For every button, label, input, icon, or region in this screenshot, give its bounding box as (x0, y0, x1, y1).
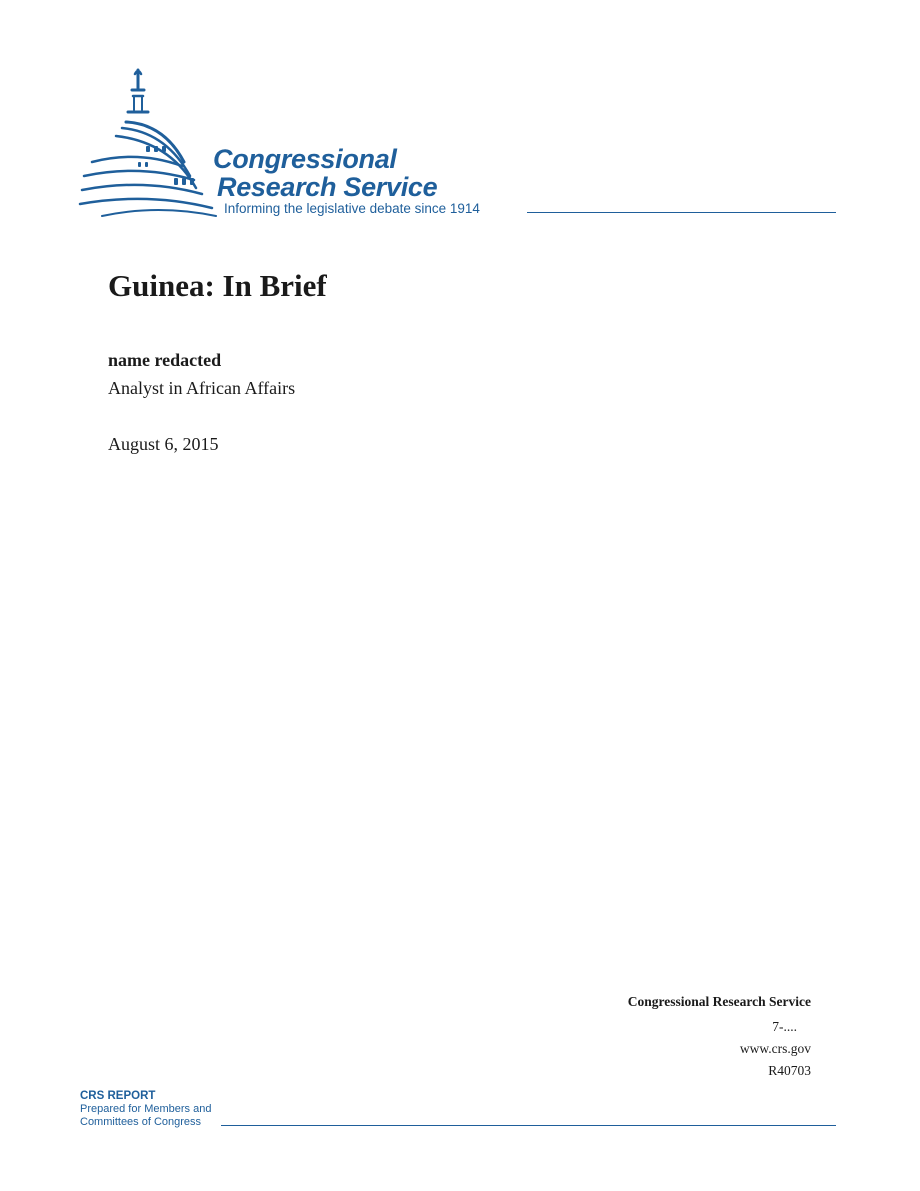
publisher-phone: 7-.... (772, 1019, 797, 1034)
crs-report-footer (80, 1090, 211, 1129)
publisher-name: Congressional Research Service (627, 994, 811, 1009)
report-number: R40703 (768, 1063, 811, 1078)
publisher-block (628, 991, 811, 1082)
footer-label: CRS REPORT (80, 1090, 156, 1102)
report-date: August 6, 2015 (108, 434, 219, 454)
capitol-dome-icon (78, 66, 218, 218)
wordmark-line1: Congressional (213, 144, 397, 174)
tagline-divider (527, 212, 836, 213)
footer-line2: Committees of Congress (80, 1116, 202, 1128)
crs-wordmark (213, 146, 437, 201)
footer-divider (221, 1125, 836, 1126)
footer-line1: Prepared for Members and (80, 1103, 212, 1115)
logo-tagline: Informing the legislative debate since 1914 (224, 201, 480, 216)
document-title: Guinea: In Brief (108, 268, 327, 303)
wordmark-line2: Research Service (217, 172, 438, 202)
author-name: name redacted (108, 350, 222, 370)
author-role: Analyst in African Affairs (108, 378, 296, 398)
publisher-website[interactable]: www.crs.gov (739, 1041, 811, 1056)
